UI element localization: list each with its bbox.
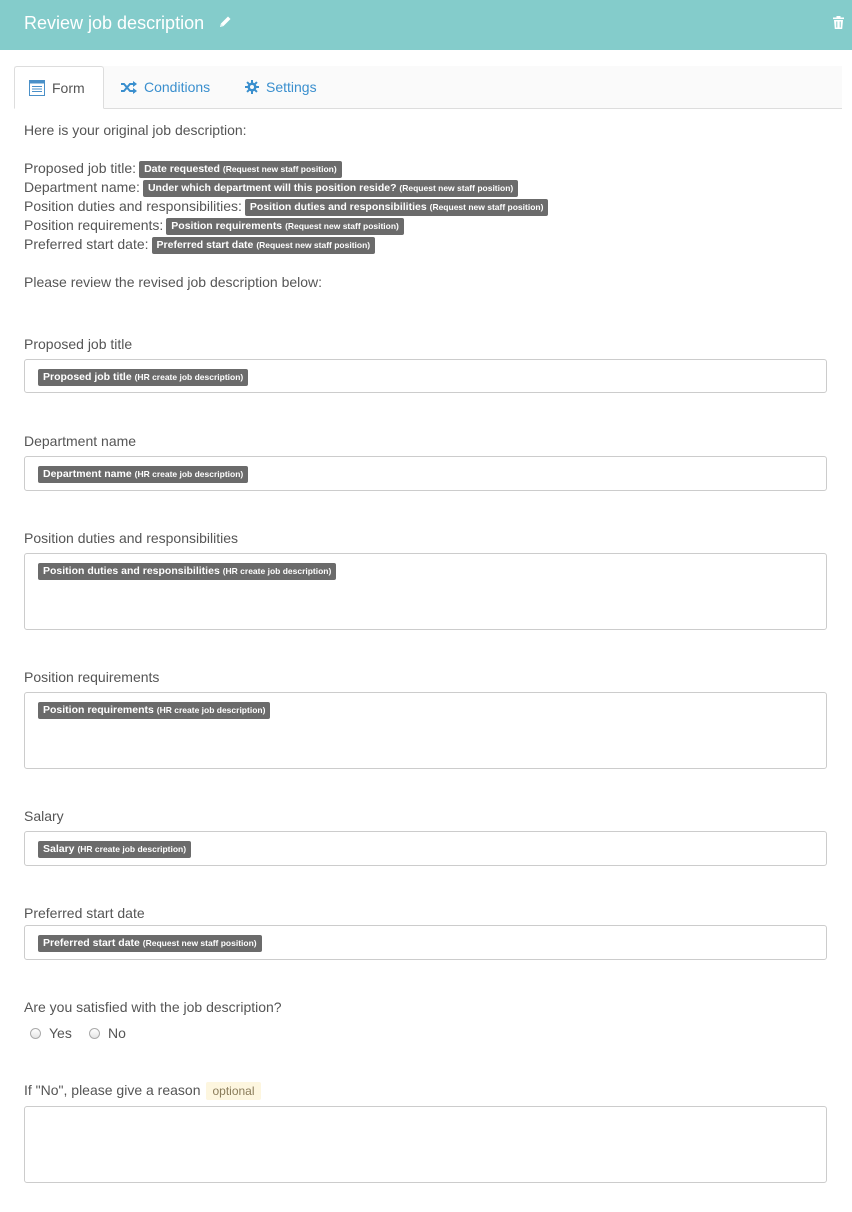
variable-tag: Proposed job title (HR create job description) bbox=[38, 369, 248, 386]
duties-textarea[interactable] bbox=[24, 553, 827, 630]
radio-no[interactable] bbox=[89, 1025, 126, 1041]
tab-bar bbox=[14, 66, 842, 109]
shuffle-icon bbox=[121, 81, 137, 94]
radio-circle[interactable] bbox=[30, 1028, 41, 1039]
radio-yes-label: Yes bbox=[49, 1025, 72, 1041]
variable-tag: Preferred start date (Request new staff position) bbox=[38, 935, 262, 952]
tab-conditions-label: Conditions bbox=[144, 79, 211, 95]
variable-tag: Position requirements (HR create job description) bbox=[38, 702, 270, 719]
tab-settings[interactable] bbox=[245, 66, 317, 108]
start-date-input[interactable] bbox=[24, 925, 827, 960]
variable-tag: Date requested (Request new staff position) bbox=[139, 161, 342, 178]
original-row bbox=[24, 179, 518, 197]
original-row bbox=[24, 236, 375, 254]
tab-form-label: Form bbox=[52, 79, 85, 96]
tab-settings-label: Settings bbox=[266, 79, 317, 95]
variable-tag: Position duties and responsibilities (Request new staff position) bbox=[245, 199, 549, 216]
job-title-input[interactable] bbox=[24, 359, 827, 393]
field-label: Department name bbox=[24, 433, 137, 449]
intro-text: Here is your original job description: bbox=[24, 122, 247, 138]
radio-no-label: No bbox=[108, 1025, 126, 1041]
review-text: Please review the revised job description below: bbox=[24, 274, 323, 290]
radio-yes[interactable] bbox=[30, 1025, 72, 1041]
tab-conditions[interactable] bbox=[121, 66, 210, 108]
original-label: Preferred start date: bbox=[24, 236, 149, 252]
field-label: Position duties and responsibilities bbox=[24, 530, 239, 546]
header-bar bbox=[0, 0, 852, 50]
original-row bbox=[24, 217, 404, 235]
salary-input[interactable] bbox=[24, 831, 827, 866]
reason-label: If "No", please give a reason bbox=[24, 1082, 201, 1098]
original-label: Position duties and responsibilities: bbox=[24, 198, 242, 214]
optional-badge: optional bbox=[206, 1082, 260, 1100]
field-label: Salary bbox=[24, 808, 64, 824]
form-icon bbox=[29, 80, 45, 96]
question-label: Are you satisfied with the job description? bbox=[24, 999, 282, 1015]
gear-icon bbox=[245, 80, 259, 94]
field-label: Position requirements bbox=[24, 669, 160, 685]
reason-textarea[interactable] bbox=[24, 1106, 827, 1183]
original-label: Department name: bbox=[24, 179, 140, 195]
original-label: Proposed job title: bbox=[24, 160, 137, 176]
trash-icon[interactable] bbox=[833, 16, 844, 32]
variable-tag: Department name (HR create job description) bbox=[38, 466, 248, 483]
radio-circle[interactable] bbox=[89, 1028, 100, 1039]
reason-label-row bbox=[24, 1082, 261, 1100]
variable-tag: Under which department will this position reside? (Request new staff position) bbox=[143, 180, 518, 197]
pencil-icon[interactable] bbox=[218, 15, 232, 32]
field-label: Proposed job title bbox=[24, 336, 133, 352]
original-row bbox=[24, 198, 548, 216]
department-input[interactable] bbox=[24, 456, 827, 491]
original-label: Position requirements: bbox=[24, 217, 164, 233]
variable-tag: Position requirements (Request new staff position) bbox=[166, 218, 404, 235]
requirements-textarea[interactable] bbox=[24, 692, 827, 769]
variable-tag: Preferred start date (Request new staff position) bbox=[152, 237, 376, 254]
field-label: Preferred start date bbox=[24, 905, 145, 921]
variable-tag: Position duties and responsibilities (HR create job description) bbox=[38, 563, 336, 580]
tab-form[interactable] bbox=[14, 66, 104, 109]
variable-tag: Salary (HR create job description) bbox=[38, 841, 191, 858]
original-row bbox=[24, 160, 342, 178]
page-title: Review job description bbox=[24, 13, 205, 33]
